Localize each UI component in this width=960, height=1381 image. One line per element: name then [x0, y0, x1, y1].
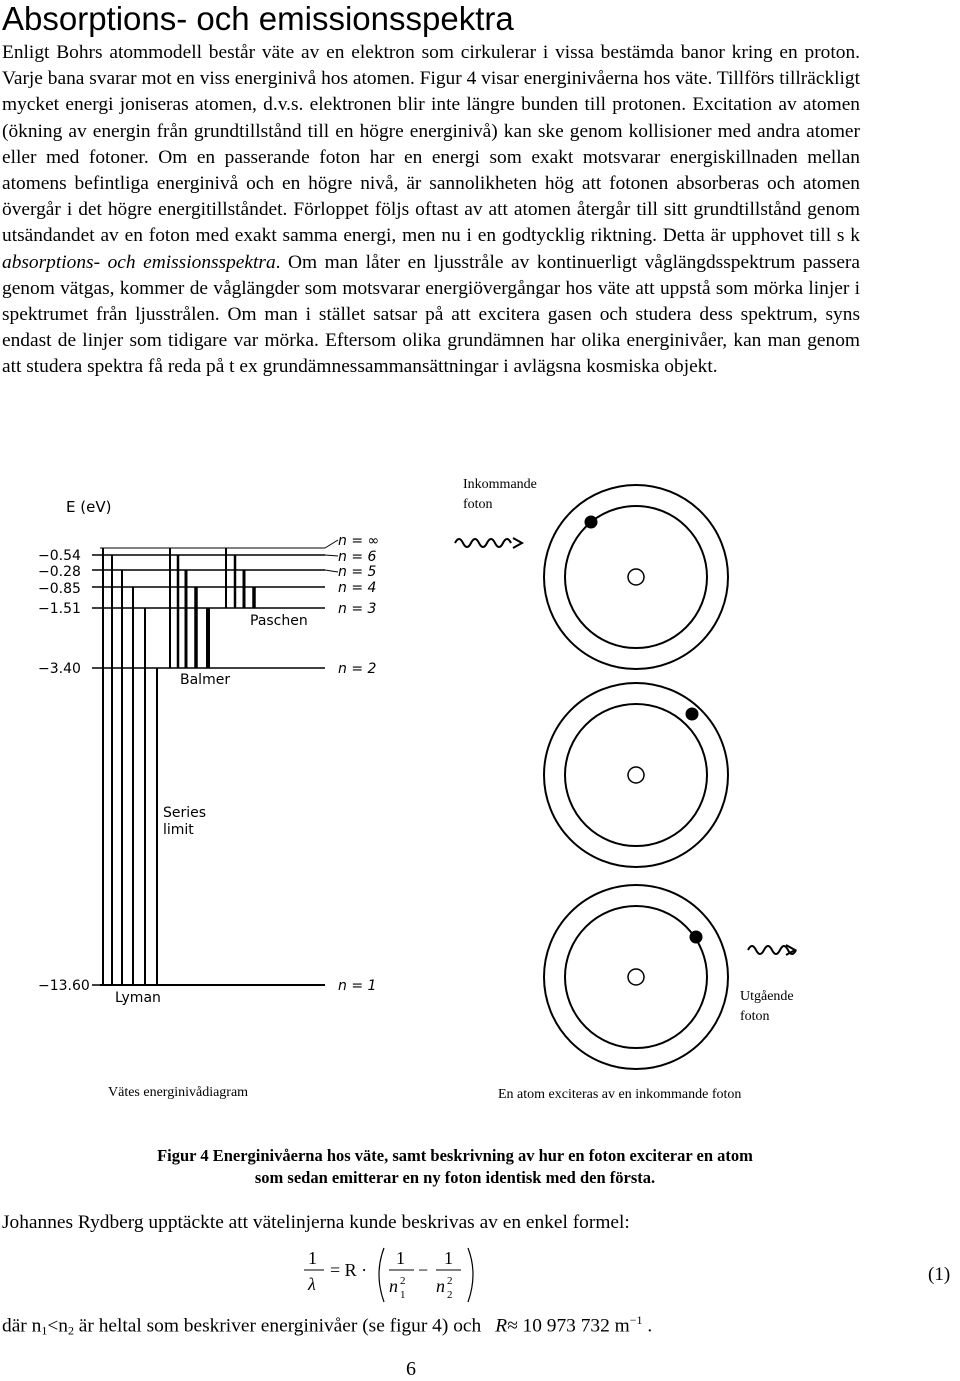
incoming-photon-label-line2: foton — [463, 497, 493, 512]
atom-3-nucleus — [628, 969, 644, 985]
rydberg-constant-value: 10 973 732 m — [522, 1315, 630, 1337]
energy-label-085: −0.85 — [38, 581, 81, 597]
rydberg-constant-symbol: R≈ — [495, 1315, 518, 1337]
outgoing-photon-label-line2: foton — [740, 1009, 770, 1024]
incoming-photon-wave — [455, 539, 511, 547]
level-label-2: n = 2 — [338, 661, 377, 677]
level-label-1: n = 1 — [338, 978, 377, 994]
rydberg-equation — [300, 1244, 500, 1306]
equation-equals-r: = R · — [330, 1260, 368, 1280]
level-label-infinity: n = ∞ — [338, 533, 380, 549]
page-title: Absorptions- och emissionsspektra — [2, 0, 514, 37]
where-line — [2, 1313, 902, 1338]
energy-label-028: −0.28 — [38, 564, 81, 580]
rydberg-constant-exponent: −1 — [629, 1313, 643, 1327]
atom-3-outer-orbit — [544, 885, 728, 1069]
atom-1-inner-orbit — [565, 506, 707, 648]
paragraph-text-1: Enligt Bohrs atommodell består väte av en elektron som cirkulerar i vissa bestämda banor kring en proton. Varje bana svarar mot en viss energinivå hos atomen. Figur 4 visar energinivåerna hos väte. Tillförs tillräckligt mycket energi joniseras atomen, d.v.s. elektronen blir inte längre bunden till protonen. Excitation av atomen (ökning av energin från grundtillstånd till en högre energinivå) kan ske genom kollisioner med andra atomer eller med fotoner. Om en passerande foton har en energi som exakt motsvarar energiskillnaden mellan atomens befintliga energinivå och en högre nivå, är sannolikheten hög att fotonen absorberas och atomen övergår i det högre energitillståndet. Förloppet följs oftast av att atomen återgår till sitt grundtillstånd genom utsändandet av en foton med exakt samma energi, men nu i en godtycklig riktning. Detta är upphovet till s k — [2, 42, 860, 247]
series-limit-label-line1: Series — [163, 805, 207, 821]
atom-2-inner-orbit — [565, 704, 707, 846]
energy-axis-label: E (eV) — [66, 498, 112, 516]
energy-label-151: −1.51 — [38, 601, 81, 617]
figure-caption-line1: Figur 4 Energinivåerna hos väte, samt beskrivning av hur en foton exciterar en atom — [157, 1146, 753, 1165]
atom-2-outer-orbit — [544, 683, 728, 867]
equation-numerator-1: 1 — [396, 1248, 405, 1268]
energy-label-1360: −13.60 — [38, 978, 90, 994]
figure-4 — [0, 450, 960, 1110]
energy-diagram — [38, 498, 379, 1100]
atom-3-electron — [690, 931, 702, 943]
atom-3-inner-orbit — [565, 906, 707, 1048]
outgoing-photon-label-line1: Utgående — [740, 989, 794, 1004]
level-label-6: n = 6 — [338, 549, 377, 565]
series-label-paschen: Paschen — [250, 613, 308, 629]
equation-n1-sup: 2 — [400, 1275, 406, 1287]
where-end: . — [647, 1315, 653, 1337]
equation-numerator-2: 1 — [444, 1248, 453, 1268]
equation-numerator-left: 1 — [308, 1248, 317, 1268]
equation-n2: n — [436, 1276, 445, 1296]
energy-label-340: −3.40 — [38, 661, 81, 677]
incoming-photon-label-line1: Inkommande — [463, 477, 537, 492]
atom-1-outer-orbit — [544, 485, 728, 669]
equation-n1: n — [389, 1276, 398, 1296]
body-paragraph — [2, 40, 860, 381]
energy-label-054: −0.54 — [38, 548, 81, 564]
where-sub2: 2 — [67, 1323, 74, 1338]
rydberg-intro: Johannes Rydberg upptäckte att vätelinjerna kunde beskrivas av en enkel formel: — [2, 1212, 630, 1233]
equation-n1-sub: 1 — [400, 1289, 406, 1301]
right-figure-caption: En atom exciteras av en inkommande foton — [498, 1087, 742, 1102]
series-label-balmer: Balmer — [180, 672, 231, 688]
equation-n2-sub: 2 — [447, 1289, 453, 1301]
atom-2-electron — [686, 708, 698, 720]
where-sub1: 1 — [41, 1323, 48, 1338]
series-limit-label-line2: limit — [163, 822, 194, 838]
paragraph-text-2: . Om man låter en ljusstråle av kontinuerligt våglängdsspektrum passera genom vätgas, kommer de våglängder som motsvarar energiövergångar hos väte att uppstå som mörka linjer i spektrumet från ljusstrålen. Om man i stället satsar på att excitera gasen och studera dess spektrum, syns endast de linjer som tidigare var mörka. Eftersom olika grundämnen har olika energinivåer, kan man genom att studera spektra få reda på t ex grundämnessammansättningar i avlägsna kosmiska objekt. — [2, 251, 860, 378]
level-label-5: n = 5 — [338, 564, 377, 580]
atom-1-nucleus — [628, 569, 644, 585]
atom-excitation-diagram — [455, 477, 796, 1102]
where-mid: <n — [47, 1315, 68, 1337]
page-number: 6 — [406, 1358, 416, 1380]
where-pre: där n — [2, 1315, 42, 1337]
italic-term: absorptions- och emissionsspektra — [2, 251, 276, 273]
series-label-lyman: Lyman — [115, 990, 161, 1006]
figure-caption — [60, 1145, 850, 1189]
level-label-4: n = 4 — [338, 580, 377, 596]
level-label-3: n = 3 — [338, 601, 377, 617]
left-figure-caption: Vätes energinivådiagram — [108, 1085, 249, 1100]
atom-1-electron — [585, 516, 597, 528]
where-post: är heltal som beskriver energinivåer (se figur 4) och — [73, 1315, 482, 1337]
atom-2-nucleus — [628, 767, 644, 783]
equation-minus: − — [418, 1260, 429, 1280]
equation-n2-sup: 2 — [447, 1275, 453, 1287]
equation-lambda: λ — [308, 1274, 316, 1294]
figure-caption-line2: som sedan emitterar en ny foton identisk med den första. — [254, 1168, 656, 1187]
equation-number: (1) — [928, 1264, 951, 1285]
